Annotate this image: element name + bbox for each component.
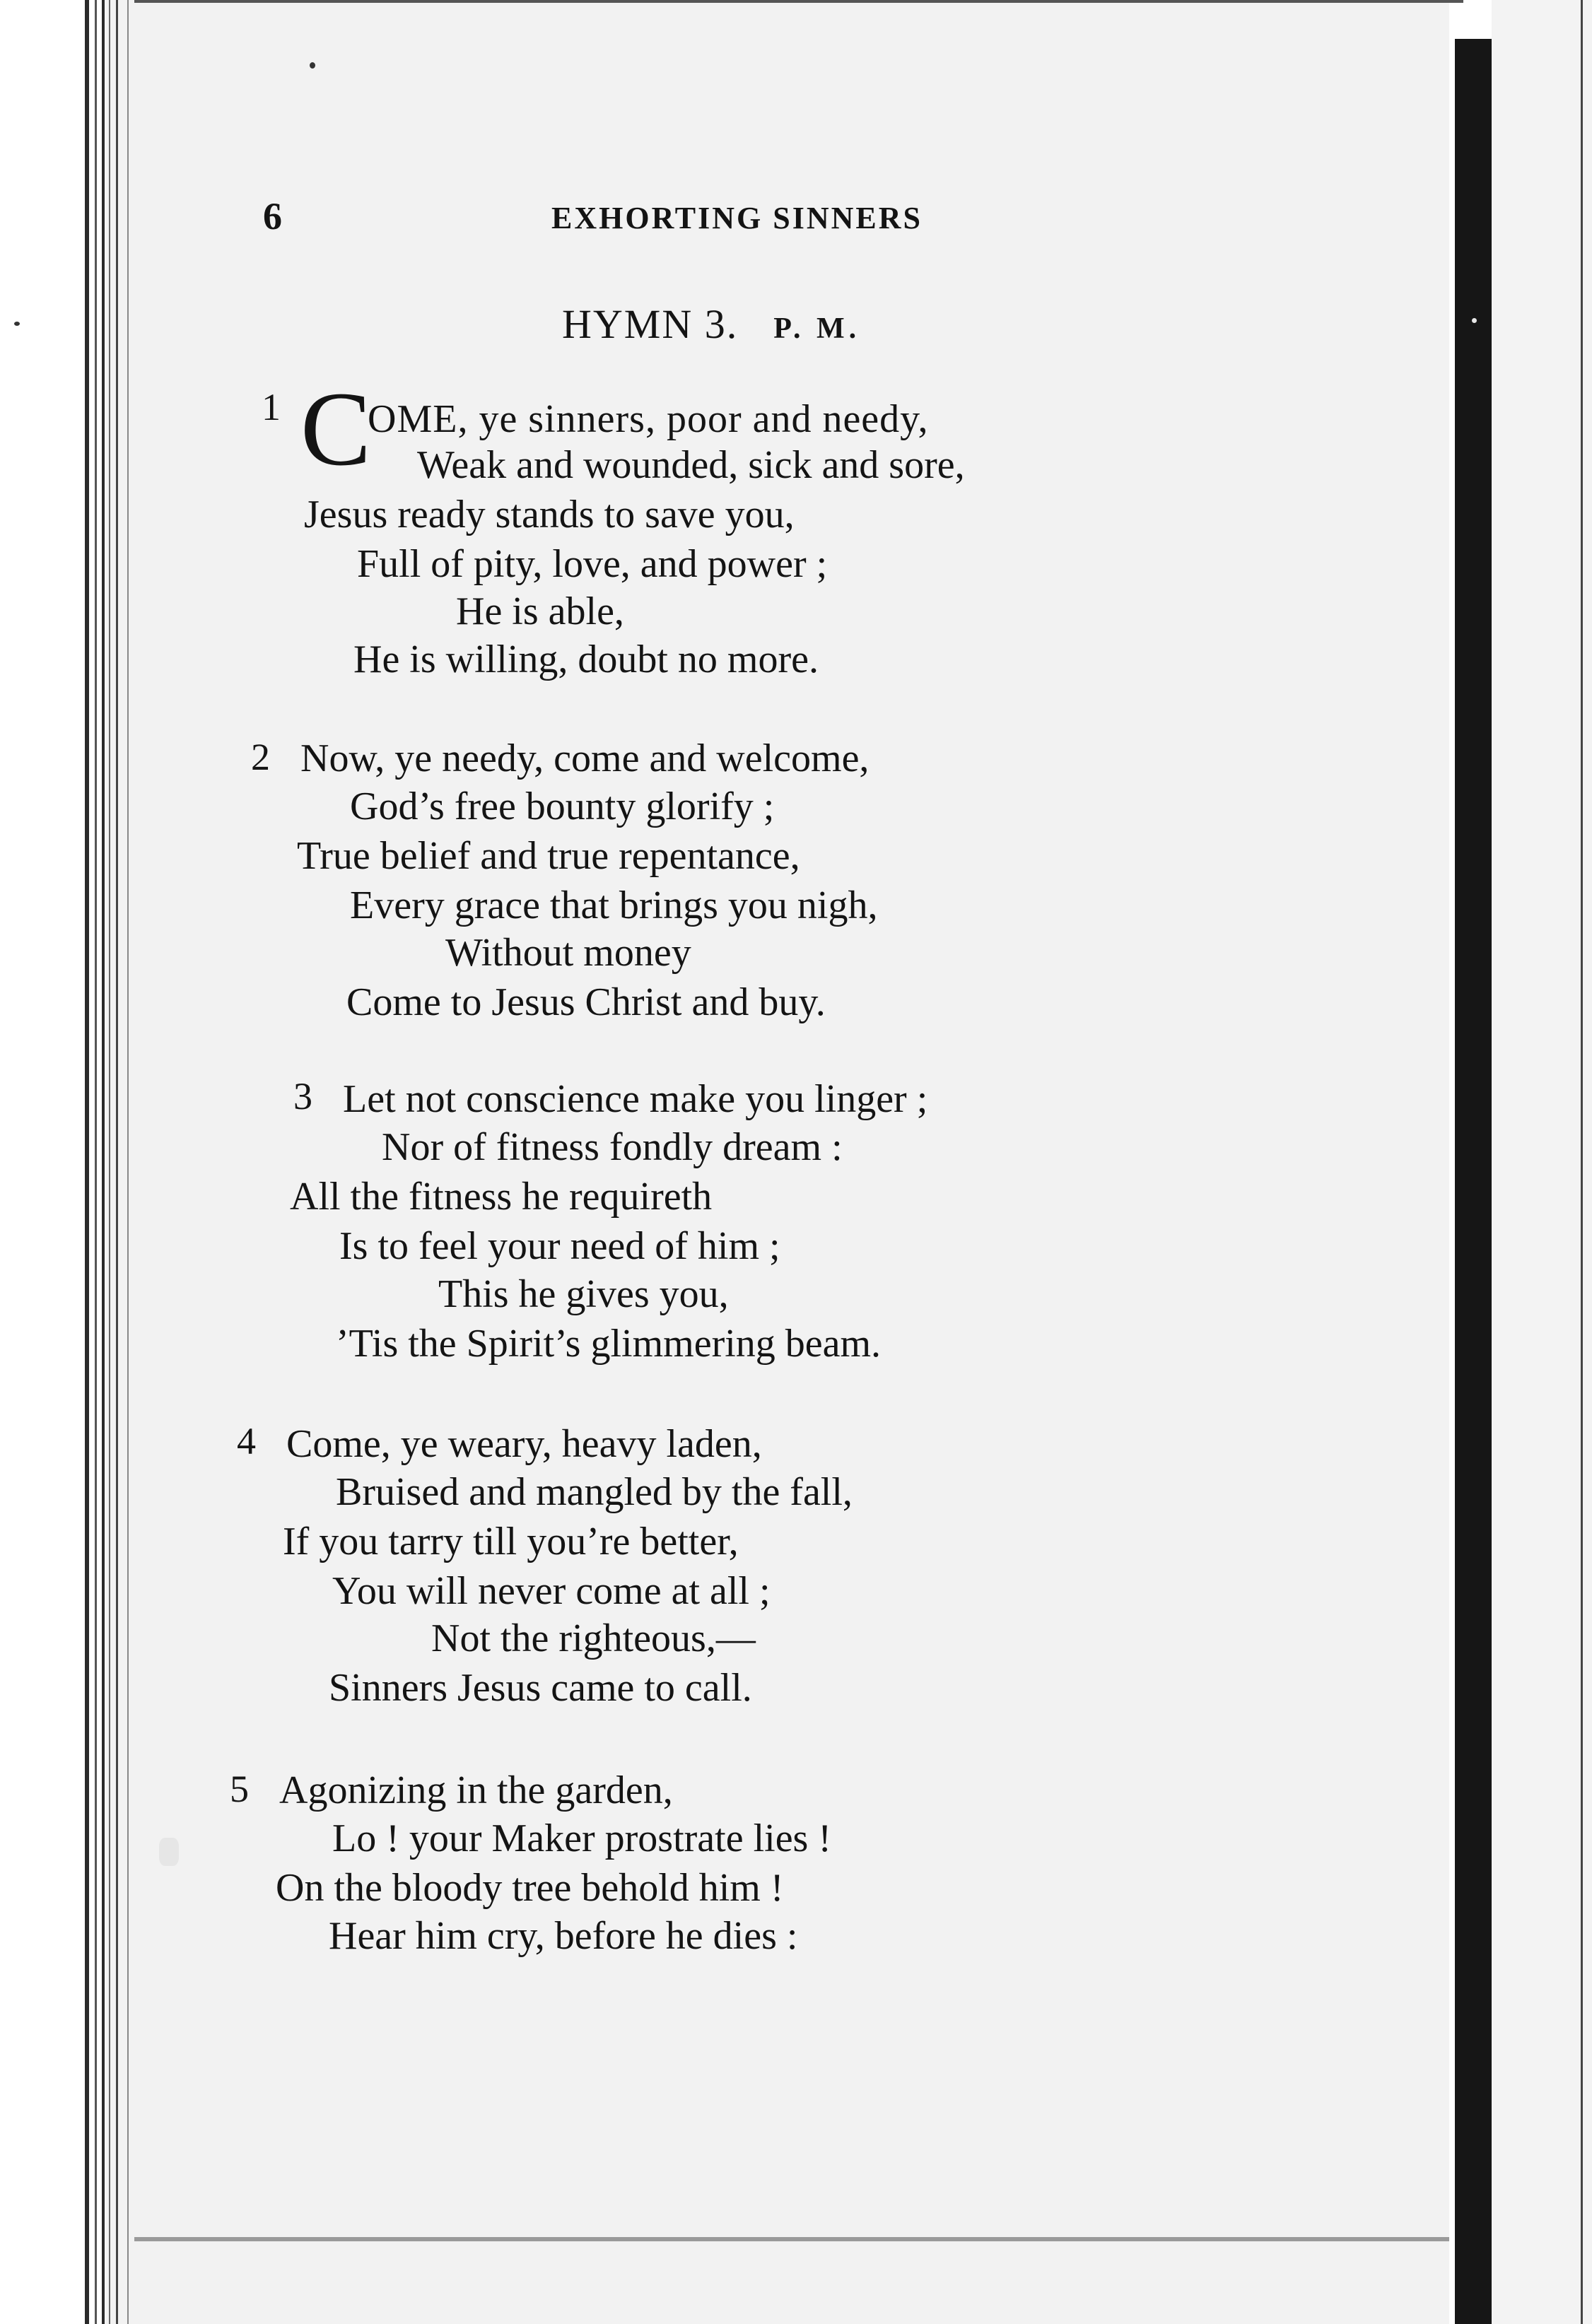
verse-line: You will never come at all ;	[332, 1569, 771, 1613]
verse-line: God’s free bounty glorify ;	[350, 785, 775, 828]
verse-line: If you tarry till you’re better,	[283, 1520, 739, 1563]
page-header	[0, 194, 1592, 244]
verse-line: Jesus ready stands to save you,	[304, 493, 795, 536]
hymn-number: HYMN 3.	[562, 301, 739, 347]
verse-line: Agonizing in the garden,	[279, 1768, 673, 1812]
verse-line: This he gives you,	[438, 1272, 729, 1316]
facing-page-border	[1581, 0, 1583, 2324]
facing-page-edge	[1492, 0, 1592, 2324]
page-bottom-edge	[134, 2237, 1449, 2241]
stanza-number: 5	[230, 1768, 249, 1810]
running-head: EXHORTING SINNERS	[551, 201, 923, 235]
verse-line: Every grace that brings you nigh,	[350, 884, 878, 927]
verse-line: Hear him cry, before he dies :	[329, 1914, 798, 1958]
scan-speck	[14, 322, 20, 326]
stanza-number: 3	[293, 1075, 312, 1117]
scan-speck	[1472, 318, 1477, 323]
stanza-number: 4	[237, 1420, 256, 1462]
book-spine	[1455, 39, 1492, 2324]
drop-cap: C	[300, 370, 372, 488]
verse-line: True belief and true repentance,	[297, 834, 800, 878]
page-number: 6	[263, 195, 282, 237]
verse-line: He is willing, doubt no more.	[353, 638, 819, 681]
scan-blot	[159, 1838, 179, 1866]
hymn-title	[562, 300, 860, 348]
verse-line: Lo ! your Maker prostrate lies !	[332, 1817, 831, 1860]
hymn-meter: P. M.	[773, 312, 861, 345]
verse-line: Not the righteous,—	[431, 1616, 756, 1660]
verse-line: Weak and wounded, sick and sore,	[417, 443, 965, 487]
verse-line: ’Tis the Spirit’s glimmering beam.	[336, 1322, 882, 1366]
verse-line: OME, ye sinners, poor and needy,	[368, 397, 929, 441]
scan-speck	[310, 62, 315, 69]
verse-line: Nor of fitness fondly dream :	[382, 1125, 843, 1169]
verse-line: Let not conscience make you linger ;	[343, 1077, 928, 1121]
verse-line: Is to feel your need of him ;	[339, 1224, 780, 1268]
verse-line: All the fitness he requireth	[290, 1175, 713, 1219]
verse-line: Now, ye needy, come and welcome,	[300, 736, 870, 780]
verse-line: On the bloody tree behold him !	[276, 1866, 784, 1910]
verse-line: Full of pity, love, and power ;	[357, 542, 828, 586]
verse-line: He is able,	[456, 589, 624, 633]
page-top-edge	[134, 0, 1463, 3]
verse-line: Come to Jesus Christ and buy.	[346, 980, 826, 1024]
page-left-edges	[85, 0, 134, 2324]
stanza-number: 2	[251, 736, 270, 778]
stanza-number: 1	[262, 386, 281, 428]
verse-line: Without money	[445, 931, 691, 975]
verse-line: Bruised and mangled by the fall,	[336, 1470, 853, 1514]
verse-line: Sinners Jesus came to call.	[329, 1666, 752, 1710]
verse-line: Come, ye weary, heavy laden,	[286, 1422, 762, 1466]
